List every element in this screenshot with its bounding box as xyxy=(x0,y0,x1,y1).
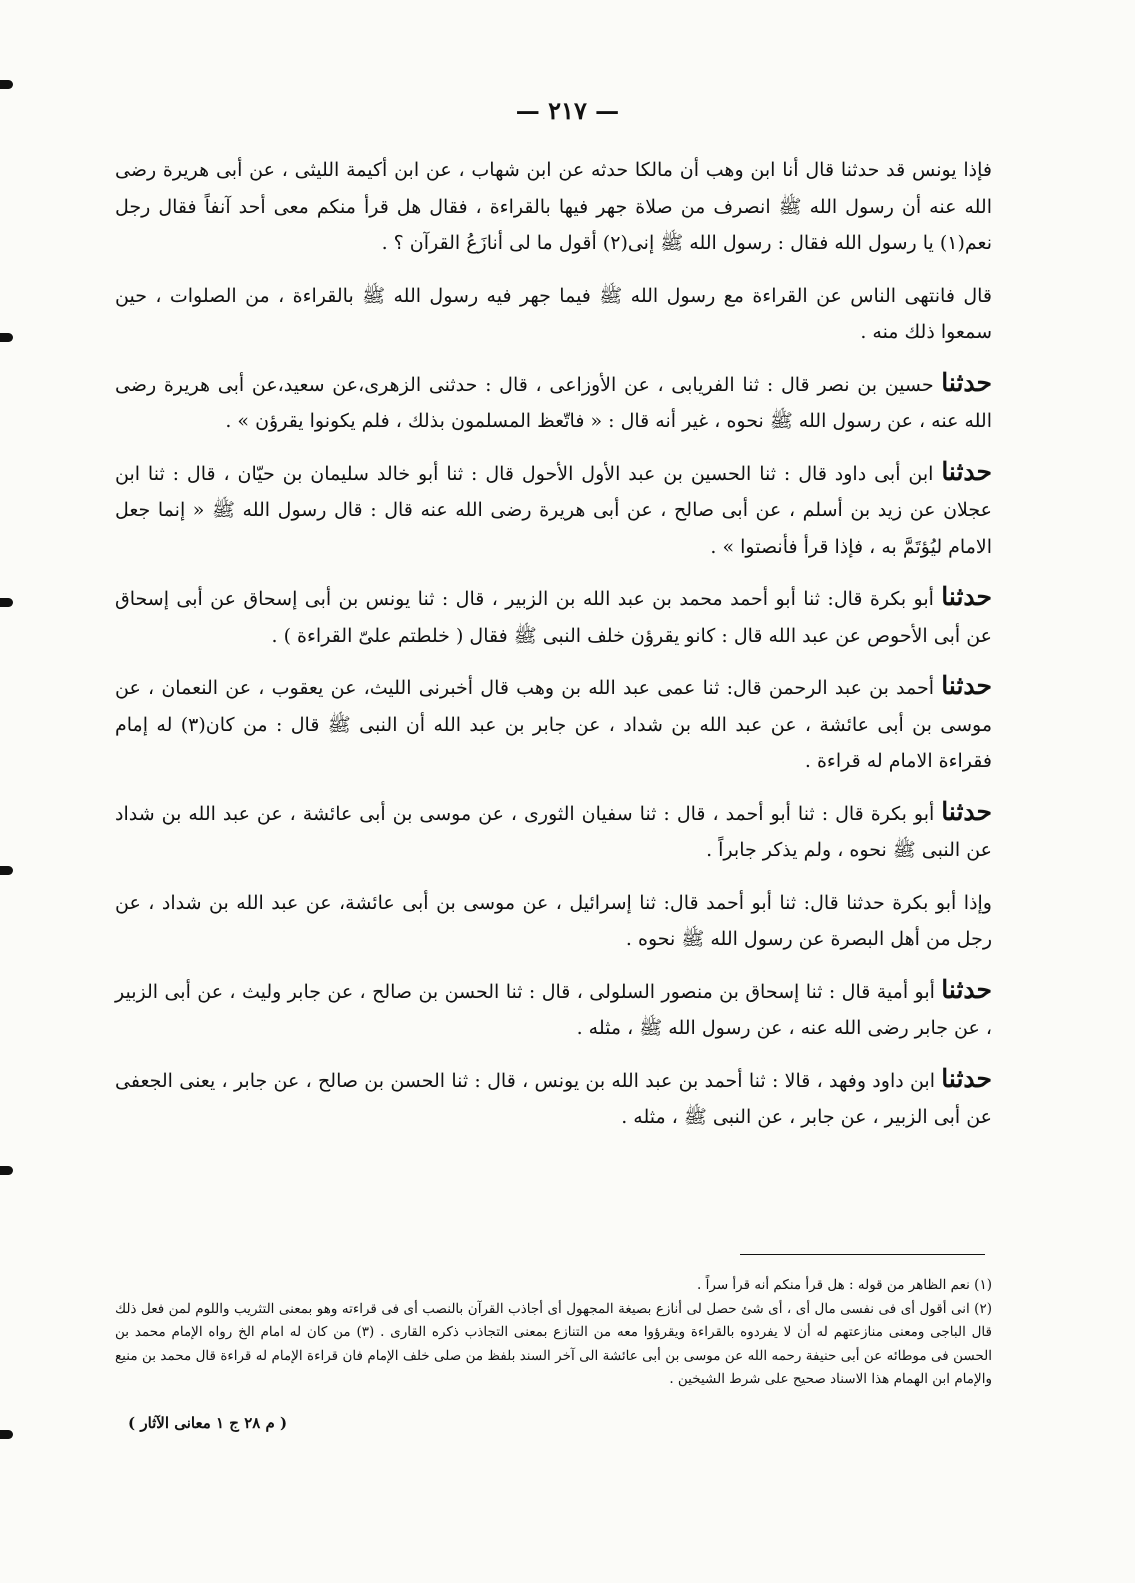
footnote: (٢) انى أقول أى فى نفسى مال أى ، أى شئ حصل لى أنازع بصيغة المجهول أى أجاذب القرآن بالنصب أى فى قراءته وهو بمعنى التثريب واللوم لمن فعل ذلك قال الباجى ومعنى منازعتهم له أن لا يفردوه بالقراءة ويقرؤوا معه من التنازع بمعنى التجاذب ذكره القارى . (٣) من كان له امام الخ رواه الإمام محمد بن الحسن فى موطائه عن أبى حنيفة رحمه الله عن موسى بن أبى عائشة الى آخر السند بلفظ من صلى خلف الإمام فان قراءة الإمام له قراءة قال محمد بن منيع والإمام ابن الهمام هذا الاسناد صحيح على شرط الشيخين . xyxy=(115,1300,993,1387)
margin-mark xyxy=(0,598,13,607)
paragraph xyxy=(115,668,992,780)
paragraph xyxy=(115,365,992,440)
hadith-keyword: حدثنا xyxy=(941,456,993,486)
paragraph-text: فإذا يونس قد حدثنا قال أنا ابن وهب أن مالكا حدثه عن ابن شهاب ، عن ابن أكيمة الليثى ، عن أبى هريرة رضى الله عنه أن رسول الله ﷺ انصرف من صلاة جهر فيها بالقراءة ، فقال هل قرأ منكم معى أحد آنفاً فقال رجل نعم(١) يا رسول الله فقال : رسول الله ﷺ إنى(٢) أقول ما لى أنازَعُ القرآن ؟ . xyxy=(115,159,992,254)
paragraph xyxy=(115,972,992,1047)
hadith-keyword: حدثنا xyxy=(941,796,992,826)
hadith-keyword: حدثنا xyxy=(941,1063,992,1093)
paragraph-text: ابن داود وفهد ، قالا : ثنا أحمد بن عبد الله بن يونس ، قال : ثنا الحسن بن صالح ، عن جابر ، يعنى الجعفى عن أبى الزبير ، عن جابر ، عن النبى ﷺ ، مثله . xyxy=(115,1069,992,1128)
paragraph xyxy=(115,454,992,566)
paragraph xyxy=(115,794,992,869)
paragraph-text: وإذا أبو بكرة حدثنا قال: ثنا أبو أحمد قال: ثنا إسرائيل ، عن موسى بن أبى عائشة، عن عبد الله بن شداد ، عن رجل من أهل البصرة عن رسول الله ﷺ نحوه . xyxy=(115,891,992,950)
footnote-divider xyxy=(740,1254,985,1255)
paragraph-text: أبو أمية قال : ثنا إسحاق بن منصور السلولى ، قال : ثنا الحسن بن صالح ، عن جابر وليث ، عن أبى الزبير ، عن جابر رضى الله عنه ، عن رسول الله ﷺ ، مثله . xyxy=(115,980,992,1039)
hadith-keyword: حدثنا xyxy=(941,974,992,1004)
hadith-keyword: حدثنا xyxy=(941,671,992,700)
hadith-keyword: حدثنا xyxy=(941,367,992,397)
paragraph xyxy=(115,579,992,654)
paragraph-text: حسين بن نصر قال : ثنا الفريابى ، عن الأوزاعى ، قال : حدثنى الزهرى،عن سعيد،عن أبى هريرة رضى الله عنه ، عن رسول الله ﷺ نحوه ، غير أنه قال : « فاتّعظ المسلمون بذلك ، فلم يكونوا يقرؤن » . xyxy=(115,373,992,432)
paragraph-text: قال فانتهى الناس عن القراءة مع رسول الله ﷺ فيما جهر فيه رسول الله ﷺ بالقراءة ، من الصلوات ، حين سمعوا ذلك منه . xyxy=(115,284,992,343)
margin-mark xyxy=(0,1166,13,1175)
margin-mark xyxy=(0,80,13,89)
footnotes xyxy=(115,1274,992,1392)
hadith-keyword: حدثنا xyxy=(941,582,992,611)
paragraph-text: أبو بكرة قال : ثنا أبو أحمد ، قال : ثنا سفيان الثورى ، عن موسى بن أبى عائشة ، عن عبد الله بن شداد عن النبى ﷺ نحوه ، ولم يذكر جابراً . xyxy=(115,802,992,861)
margin-mark xyxy=(0,333,13,342)
signature-mark: ( م ٢٨ ج ١ معانى الآثار ) xyxy=(128,1414,288,1432)
body-text xyxy=(115,150,992,1150)
margin-mark xyxy=(0,1430,13,1439)
paragraph xyxy=(115,1061,992,1136)
page-number: — ٢١٧ — xyxy=(515,96,620,125)
paragraph xyxy=(115,883,992,958)
paragraph xyxy=(115,150,992,262)
footnote: (١) نعم الظاهر من قوله : هل قرأ منكم أنه قرأ سراً . xyxy=(697,1277,992,1293)
paragraph-text: أبو بكرة قال: ثنا أبو أحمد محمد بن عبد الله بن الزبير ، قال : ثنا يونس بن أبى إسحاق عن أبى إسحاق عن أبى الأحوص عن عبد الله قال : كانو يقرؤن خلف النبى ﷺ فقال ( خلطتم علىّ القراءة ) . xyxy=(115,588,992,647)
paragraph-text: أحمد بن عبد الرحمن قال: ثنا عمى عبد الله بن وهب قال أخبرنى الليث، عن يعقوب ، عن النعمان ، عن موسى بن أبى عائشة ، عن عبد الله بن شداد ، عن جابر بن عبد الله أن النبى ﷺ قال : من كان(٣) له إمام فقراءة الامام له قراءة . xyxy=(115,677,993,772)
paragraph xyxy=(115,276,992,351)
margin-mark xyxy=(0,866,13,875)
paragraph-text: ابن أبى داود قال : ثنا الحسين بن عبد الأول الأحول قال : ثنا أبو خالد سليمان بن حيّان ، قال : ثنا ابن عجلان عن زيد بن أسلم ، عن أبى صالح ، عن أبى هريرة رضى الله عنه قال : قال رسول الله ﷺ « إنما جعل الامام ليُؤتَمَّ به ، فإذا قرأ فأنصتوا » . xyxy=(115,462,992,558)
